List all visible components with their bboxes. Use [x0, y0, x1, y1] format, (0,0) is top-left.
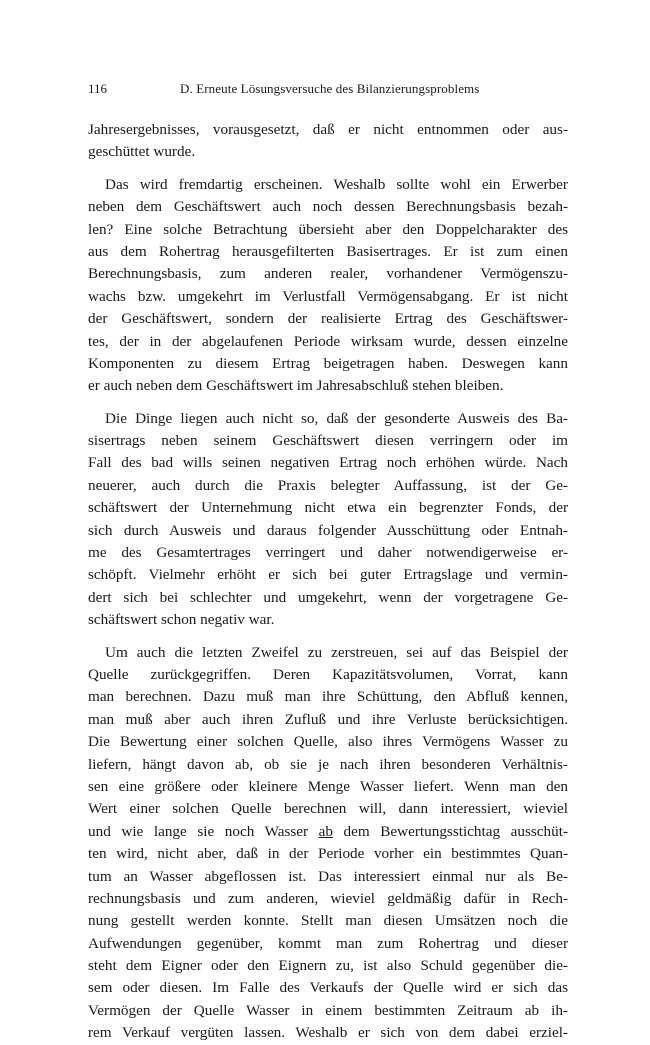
text-line: dert sich bei schlechter und umgekehrt, wenn der vorgetragene Ge- — [88, 588, 568, 606]
text-line: Fall des bad wills seinen negativen Ertrag noch erhöhen würde. Nach — [88, 454, 568, 472]
running-head: D. Erneute Lösungsversuche des Bilanzierungsproblems — [180, 81, 480, 96]
text-line: neuerer, auch durch die Praxis belegter Auffassung, ist der Ge- — [88, 476, 568, 494]
text-line: sem oder diesen. Im Falle des Verkaufs der Quelle wird er sich das — [88, 979, 568, 997]
text-line: rem Verkauf vergüten lassen. Weshalb er sich von dem dabei erziel- — [88, 1024, 568, 1042]
text-line: schäftswert der Unternehmung nicht etwa ein begrenzter Fonds, der — [88, 499, 568, 517]
text-line: Berechnungsbasis, zum anderen realer, vorhandener Vermögenszu- — [88, 265, 568, 283]
text-line: sich durch Ausweis und daraus folgender Ausschüttung oder Entnah- — [88, 521, 568, 539]
text-line: sen eine größere oder kleinere Menge Wasser liefert. Wenn man den — [88, 777, 568, 795]
text-line: aus dem Rohertrag herausgefilterten Basisertrages. Er ist zum einen — [88, 242, 568, 260]
text-line: Vermögen der Quelle Wasser in einem bestimmten Zeitraum ab ih- — [88, 1001, 568, 1019]
text-line: len? Eine solche Betrachtung übersieht aber den Doppelcharakter des — [88, 220, 568, 238]
text-line: Quelle zurückgegriffen. Deren Kapazitätsvolumen, Vorrat, kann — [88, 665, 568, 683]
text-line: steht dem Eigner oder den Eignern zu, ist also Schuld gegenüber die- — [88, 957, 568, 975]
text-line: schöpft. Vielmehr erhöht er sich bei guter Ertragslage und vermin- — [88, 566, 568, 584]
text-line: neben dem Geschäftswert auch noch dessen Berechnungsbasis bezah- — [88, 198, 568, 216]
text-line: Um auch die letzten Zweifel zu zerstreuen, sei auf das Beispiel der — [105, 643, 568, 661]
text-line: tes, der in der abgelaufenen Periode wirksam wurde, dessen einzelne — [88, 332, 568, 350]
text-line: tum an Wasser abgeflossen ist. Das interessiert einmal nur als Be- — [88, 867, 568, 885]
text-line: Komponenten zu diesem Ertrag beigetragen haben. Deswegen kann — [88, 354, 568, 372]
text-line: ten wird, nicht aber, daß in der Periode vorher ein bestimmtes Quan- — [88, 845, 568, 863]
text-line: er auch neben dem Geschäftswert im Jahresabschluß stehen bleiben. — [88, 377, 504, 395]
text-line: schäftswert schon negativ war. — [88, 611, 275, 629]
text-line: sisertrags neben seinem Geschäftswert diesen verringern oder im — [88, 432, 568, 450]
text-line: geschüttet wurde. — [88, 143, 196, 161]
paragraph — [88, 642, 568, 1045]
text-line: me des Gesamtertrages verringert und daher notwendigerweise er- — [88, 544, 568, 562]
page-header — [88, 81, 566, 99]
text-line: liefern, hängt davon ab, ob sie je nach ihren besonderen Verhältnis- — [88, 755, 568, 773]
text-line: nung gestellt werden konnte. Stellt man diesen Umsätzen noch die — [88, 912, 568, 930]
text-line: man berechnen. Dazu muß man ihre Schüttung, den Abfluß kennen, — [88, 688, 568, 706]
text-line: Wert einer solchen Quelle berechnen will, dann interessiert, wieviel — [88, 800, 568, 818]
text-line: Aufwendungen gegenüber, kommt man zum Rohertrag und dieser — [88, 934, 568, 952]
paragraph — [88, 119, 568, 164]
text-line: Jahresergebnisses, vorausgesetzt, daß er nicht entnommen oder aus- — [88, 121, 568, 138]
paragraph — [88, 408, 568, 632]
text-line: man muß aber auch ihren Zufluß und ihre Verluste berücksichtigen. — [88, 710, 568, 728]
paragraph — [88, 174, 568, 398]
text-line: wachs bzw. umgekehrt im Verlustfall Vermögensabgang. Er ist nicht — [88, 287, 568, 305]
text-line: und wie lange sie noch Wasser ab dem Bewertungsstichtag ausschüt- — [88, 822, 568, 840]
page-number: 116 — [88, 81, 108, 96]
body-text — [88, 119, 568, 1045]
text-line: der Geschäftswert, sondern der realisierte Ertrag des Geschäftswer- — [88, 310, 568, 328]
text-line: Die Dinge liegen auch nicht so, daß der gesonderte Ausweis des Ba- — [105, 409, 568, 427]
text-line: Die Bewertung einer solchen Quelle, also ihres Vermögens Wasser zu — [88, 733, 568, 751]
text-line: Das wird fremdartig erscheinen. Weshalb sollte wohl ein Erwerber — [105, 175, 568, 193]
text-line: rechnungsbasis und zum anderen, wieviel geldmäßig dafür in Rech- — [88, 889, 568, 907]
